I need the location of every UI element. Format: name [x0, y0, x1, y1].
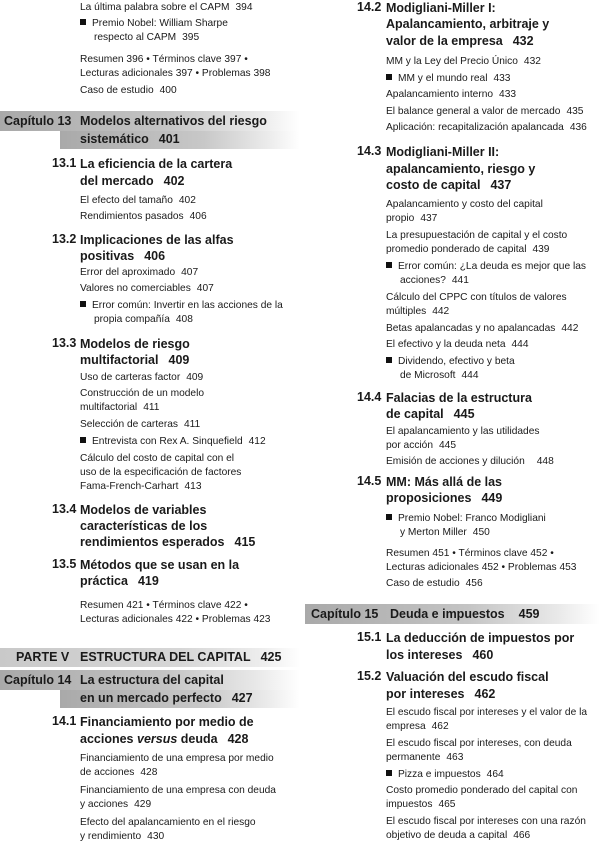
toc-entry-cont: permanente 463: [386, 752, 464, 763]
section-title-cont: características de los: [80, 519, 208, 533]
toc-entry: Aplicación: recapitalización apalancada 436: [386, 122, 587, 133]
toc-entry-cont: uso de la especificación de factores: [80, 467, 242, 478]
toc-entry: Construcción de un modelo: [80, 388, 205, 399]
section-title: Modelos de variables: [80, 503, 207, 517]
toc-summary-line: Lecturas adicionales 452 • Problemas 453: [386, 562, 577, 573]
bullet-square-icon: [80, 19, 86, 25]
section-number: 14.4: [357, 390, 382, 404]
toc-entry-cont: promedio ponderado de capital 439: [386, 244, 550, 255]
toc-entry: Selección de carteras 411: [80, 419, 201, 430]
toc-entry: El efectivo y la deuda neta 444: [386, 339, 529, 350]
section-title: Métodos que se usan en la: [80, 558, 240, 572]
section-title-cont: Apalancamiento, arbitraje y: [386, 17, 550, 31]
toc-entry: Apalancamiento interno 433: [386, 89, 517, 100]
section-number: 15.1: [357, 630, 382, 644]
toc-entry: El apalancamiento y las utilidades: [386, 426, 540, 437]
toc-entry-cont: multifactorial 411: [80, 402, 160, 413]
section-number: 14.5: [357, 474, 382, 488]
toc-entry: El balance general a valor de mercado 435: [386, 106, 584, 117]
bullet-square-icon: [386, 357, 392, 363]
toc-entry: Costo promedio ponderado del capital con: [386, 785, 578, 796]
chapter-label: Capítulo 14: [4, 673, 72, 687]
section-title-cont: costo de capital 437: [386, 178, 512, 192]
part-label: PARTE V: [16, 650, 70, 664]
toc-box-entry-cont: respecto al CAPM 395: [94, 32, 200, 43]
toc-box-entry: Pizza e impuestos 464: [386, 768, 504, 782]
section-title-cont: del mercado 402: [80, 174, 185, 188]
toc-box-entry: Error común: Invertir en las acciones de la: [80, 299, 283, 313]
section-number: 14.2: [357, 0, 382, 14]
toc-entry: Betas apalancadas y no apalancadas 442: [386, 323, 579, 334]
toc-entry: Error del aproximado 407: [80, 267, 199, 278]
section-number: 13.5: [52, 557, 77, 571]
toc-entry: La presupuestación de capital y el costo: [386, 230, 568, 241]
toc-entry: Caso de estudio 400: [80, 85, 177, 96]
toc-box-entry: MM y el mundo real 433: [386, 72, 510, 86]
section-title-cont: positivas 406: [80, 249, 166, 263]
section-title-cont: apalancamiento, riesgo y: [386, 162, 536, 176]
toc-box-entry-cont: y Merton Miller 450: [400, 527, 490, 538]
bullet-square-icon: [386, 770, 392, 776]
section-number: 13.3: [52, 336, 77, 350]
section-title: Modigliani-Miller II:: [386, 145, 500, 159]
chapter-title-cont: en un mercado perfecto 427: [80, 691, 253, 705]
section-number: 13.1: [52, 156, 77, 170]
toc-box-entry: Dividendo, efectivo y beta: [386, 355, 515, 369]
toc-summary-line: Lecturas adicionales 422 • Problemas 423: [80, 614, 271, 625]
toc-entry-cont: de acciones 428: [80, 767, 158, 778]
section-title: Modelos de riesgo: [80, 337, 190, 351]
toc-entry-cont: múltiples 442: [386, 306, 450, 317]
toc-summary-line: Resumen 396 • Términos clave 397 •: [80, 54, 248, 65]
section-number: 13.2: [52, 232, 77, 246]
toc-box-entry: Entrevista con Rex A. Sinquefield 412: [80, 435, 266, 449]
toc-entry-cont: Fama-French-Carhart 413: [80, 481, 202, 492]
toc-entry: El escudo fiscal por intereses, con deuda: [386, 738, 572, 749]
bullet-square-icon: [80, 437, 86, 443]
section-title: La eficiencia de la cartera: [80, 157, 233, 171]
toc-entry-cont: por acción 445: [386, 440, 457, 451]
toc-box-entry-cont: de Microsoft 444: [400, 370, 479, 381]
toc-box-entry-cont: propia compañía 408: [94, 314, 193, 325]
toc-entry: La última palabra sobre el CAPM 394: [80, 2, 253, 13]
toc-entry: Caso de estudio 456: [386, 578, 483, 589]
chapter-label: Capítulo 13: [4, 114, 72, 128]
bullet-square-icon: [386, 514, 392, 520]
toc-entry: Rendimientos pasados 406: [80, 211, 207, 222]
chapter-title: La estructura del capital: [80, 673, 224, 687]
toc-entry-cont: y rendimiento 430: [80, 831, 165, 842]
toc-entry-cont: empresa 462: [386, 721, 449, 732]
bullet-square-icon: [386, 74, 392, 80]
toc-box-entry: Premio Nobel: Franco Modigliani: [386, 512, 546, 526]
toc-entry: Valores no comerciables 407: [80, 283, 214, 294]
toc-entry: Emisión de acciones y dilución 448: [386, 456, 554, 467]
toc-entry: Financiamiento de una empresa con deuda: [80, 785, 276, 796]
toc-box-entry: Premio Nobel: William Sharpe: [80, 17, 228, 31]
section-title-cont: proposiciones 449: [386, 491, 503, 505]
bullet-square-icon: [386, 262, 392, 268]
section-title-cont: acciones versus deuda 428: [80, 732, 249, 746]
section-title-cont: por intereses 462: [386, 687, 496, 701]
section-title: Falacias de la estructura: [386, 391, 532, 405]
section-title: Valuación del escudo fiscal: [386, 670, 549, 684]
chapter-label: Capítulo 15: [311, 607, 379, 621]
toc-entry: Efecto del apalancamiento en el riesgo: [80, 817, 256, 828]
toc-summary-line: Resumen 451 • Términos clave 452 •: [386, 548, 554, 559]
toc-entry: El efecto del tamaño 402: [80, 195, 196, 206]
toc-summary-line: Resumen 421 • Términos clave 422 •: [80, 600, 248, 611]
section-title-cont: rendimientos esperados 415: [80, 535, 256, 549]
section-title-cont: valor de la empresa 432: [386, 34, 534, 48]
toc-entry: Cálculo del costo de capital con el: [80, 453, 235, 464]
toc-entry: Financiamiento de una empresa por medio: [80, 753, 274, 764]
part-title: ESTRUCTURA DEL CAPITAL 425: [80, 650, 282, 664]
section-title-cont: los intereses 460: [386, 648, 494, 662]
toc-box-entry: Error común: ¿La deuda es mejor que las: [386, 260, 586, 274]
toc-entry-cont: propio 437: [386, 213, 438, 224]
chapter-title: Modelos alternativos del riesgo: [80, 114, 267, 128]
section-number: 14.1: [52, 714, 77, 728]
toc-box-entry-cont: acciones? 441: [400, 275, 469, 286]
section-title-cont: multifactorial 409: [80, 353, 190, 367]
chapter-title-cont: sistemático 401: [80, 132, 180, 146]
toc-entry: Apalancamiento y costo del capital: [386, 199, 543, 210]
toc-summary-line: Lecturas adicionales 397 • Problemas 398: [80, 68, 271, 79]
bullet-square-icon: [80, 301, 86, 307]
toc-entry: Uso de carteras factor 409: [80, 372, 204, 383]
toc-entry: MM y la Ley del Precio Único 432: [386, 56, 541, 67]
chapter-title: Deuda e impuestos 459: [390, 607, 540, 621]
toc-entry: El escudo fiscal por intereses con una razón: [386, 816, 586, 827]
section-title: Modigliani-Miller I:: [386, 1, 496, 15]
section-title-cont: de capital 445: [386, 407, 475, 421]
toc-entry-cont: y acciones 429: [80, 799, 152, 810]
toc-entry: El escudo fiscal por intereses y el valor de la: [386, 707, 588, 718]
section-title: MM: Más allá de las: [386, 475, 503, 489]
section-title: La deducción de impuestos por: [386, 631, 575, 645]
section-number: 14.3: [357, 144, 382, 158]
section-title: Financiamiento por medio de: [80, 715, 254, 729]
section-title-cont: práctica 419: [80, 574, 159, 588]
section-number: 15.2: [357, 669, 382, 683]
section-number: 13.4: [52, 502, 77, 516]
toc-entry: Cálculo del CPPC con títulos de valores: [386, 292, 567, 303]
toc-entry-cont: impuestos 465: [386, 799, 456, 810]
section-title: Implicaciones de las alfas: [80, 233, 234, 247]
toc-entry-cont: objetivo de deuda a capital 466: [386, 830, 531, 841]
